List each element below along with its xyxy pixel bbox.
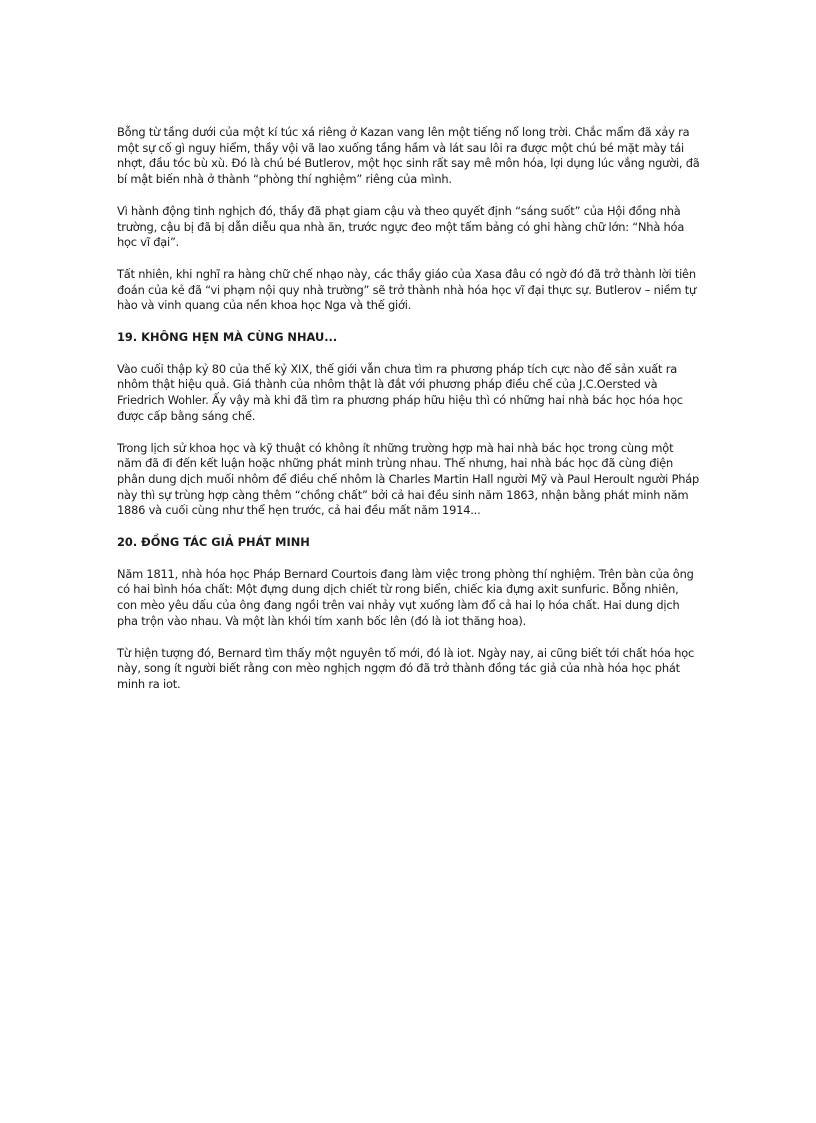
paragraph-hall-heroult: Trong lịch sử khoa học và kỹ thuật có không ít những trường hợp mà hai nhà bác học trong cùng một năm đã đi đến kết luận hoặc những phát minh trùng nhau. Thế nhưng, hai nhà bác học đã cùng điện phân dung dịch muối nhôm để điều chế nhôm là Charles Martin Hall người Mỹ và Paul Heroult người Pháp này thì sự trùng hợp càng thêm “chồng chất” bởi cả hai đều sinh năm 1863, nhận bằng phát minh năm 1886 và cuối cùng như thể hẹn trước, cả hai đều mất năm 1914... [117, 440, 700, 518]
paragraph-butlerov-prophecy: Tất nhiên, khi nghĩ ra hàng chữ chế nhạo này, các thầy giáo của Xasa đâu có ngờ đó đã trở thành lời tiên đoán của kẻ đã “vi phạm nội quy nhà trường” sẽ trở thành nhà hóa học vĩ đại thực sự. Butlerov – niềm tự hào và vinh quang của nền khoa học Nga và thế giới. [117, 266, 697, 313]
paragraph-butlerov-explosion: Bỗng từ tầng dưới của một kí túc xá riêng ở Kazan vang lên một tiếng nổ long trời. Chắc mẩm đã xảy ra một sự cố gì nguy hiểm, thầy vội vã lao xuống tầng hầm và lát sau lôi ra được một chú bé mặt mày tái nhợt, đầu tóc bù xù. Đó là chú bé Butlerov, một học sinh rất say mê môn hóa, lợi dụng lúc vắng người, đã bí mật biến nhà ở thành “phòng thí nghiệm” riêng của mình. [117, 125, 700, 187]
paragraph-iodine-discovery: Từ hiện tượng đó, Bernard tìm thấy một nguyên tố mới, đó là iot. Ngày nay, ai cũng biết tới chất hóa học này, song ít người biết rằng con mèo nghịch ngợm đó đã trở thành đồng tác giả của nhà hóa học phát minh ra iot. [117, 645, 695, 691]
paragraph-aluminium-production: Vào cuối thập kỷ 80 của thế kỷ XIX, thế giới vẫn chưa tìm ra phương pháp tích cực nào để sản xuất ra nhôm thật hiệu quả. Giá thành của nhôm thật là đắt với phương pháp điều chế của J.C.Oersted và Friedrich Wohler. Ấy vậy mà khi đã tìm ra phương pháp hữu hiệu thì có những hai nhà bác học hóa học được cấp bằng sáng chế. [117, 361, 683, 423]
paragraph-butlerov-punishment: Vì hành động tinh nghịch đó, thầy đã phạt giam cậu và theo quyết định “sáng suốt” của Hội đồng nhà trường, cậu bị đã bị dẫn diễu qua nhà ăn, trước ngực đeo một tấm bảng có ghi hàng chữ lớn: “Nhà hóa học vĩ đại”. [117, 203, 685, 250]
section-heading-20: 20. ĐỒNG TÁC GIẢ PHÁT MINH [117, 535, 310, 550]
document-page [117, 125, 700, 709]
section-heading-19: 19. KHÔNG HẸN MÀ CÙNG NHAU... [117, 330, 338, 345]
paragraph-courtois-cat: Năm 1811, nhà hóa học Pháp Bernard Courtois đang làm việc trong phòng thí nghiệm. Trên bàn của ông có hai bình hóa chất: Một đựng dung dịch chiết từ rong biển, chiếc kia đựng axit sunfuric. Bỗng nhiên, con mèo yêu dấu của ông đang ngồi trên vai nhảy vụt xuống làm đổ cả hai lọ hóa chất. Hai dung dịch pha trộn vào nhau. Và một làn khói tím xanh bốc lên (đó là iot thăng hoa). [117, 566, 694, 628]
